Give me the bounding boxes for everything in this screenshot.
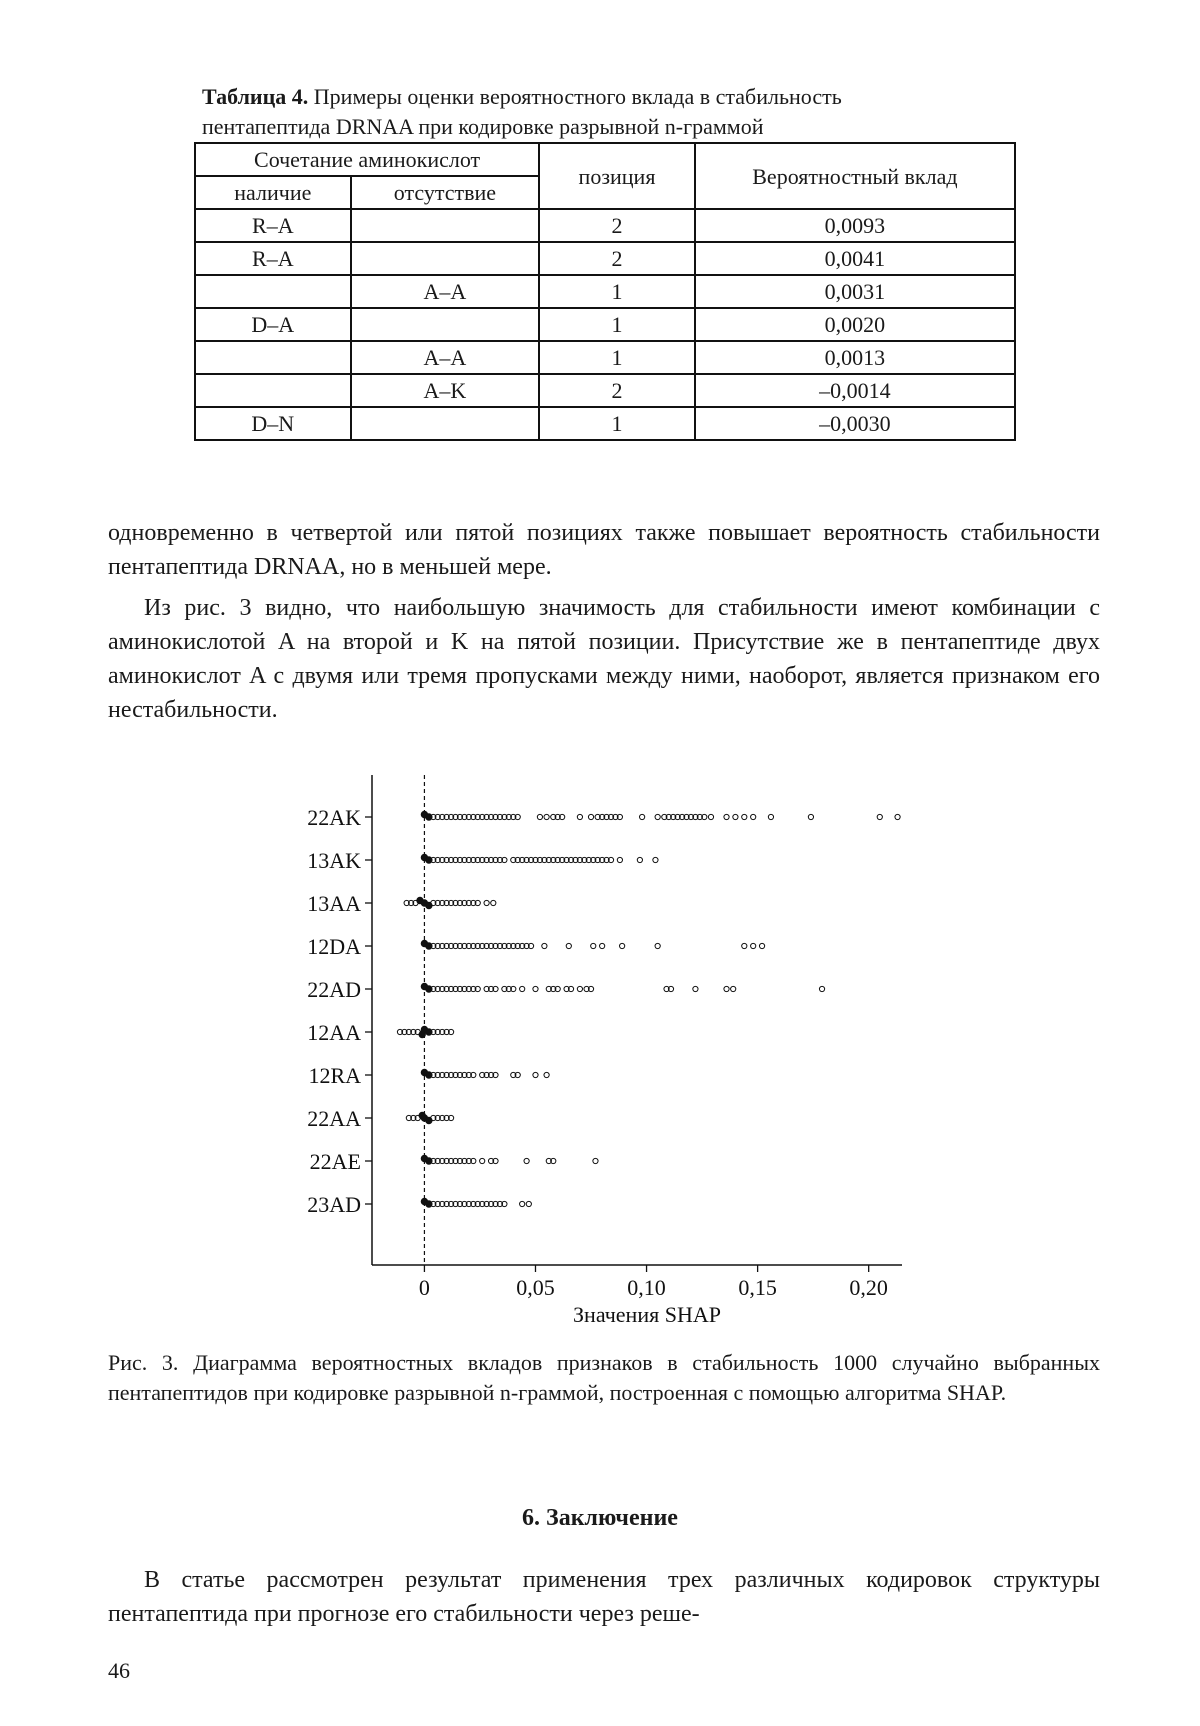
x-tick-label: 0,20	[849, 1275, 888, 1300]
table-row	[195, 407, 1015, 440]
cell-presence	[195, 341, 351, 374]
header-position: позиция	[539, 143, 695, 209]
data-point	[542, 943, 547, 948]
data-point	[620, 943, 625, 948]
data-point	[524, 1158, 529, 1163]
cell-position: 2	[539, 242, 695, 275]
cell-presence: D–A	[195, 308, 351, 341]
cell-contribution: –0,0030	[695, 407, 1015, 440]
cell-presence	[195, 374, 351, 407]
data-point	[520, 986, 525, 991]
y-tick-label: 13AA	[307, 891, 361, 916]
data-point	[491, 900, 496, 905]
cell-position: 1	[539, 308, 695, 341]
cell-contribution: 0,0013	[695, 341, 1015, 374]
y-tick-label: 12RA	[308, 1063, 361, 1088]
x-tick-label: 0,05	[516, 1275, 555, 1300]
cell-position: 2	[539, 209, 695, 242]
table-caption	[202, 82, 1022, 142]
data-point	[520, 1201, 525, 1206]
table-label: Таблица 4.	[202, 84, 309, 109]
table-row	[195, 341, 1015, 374]
data-point	[742, 943, 747, 948]
table-row	[195, 308, 1015, 341]
cell-absence	[351, 308, 540, 341]
table-row	[195, 374, 1015, 407]
data-point	[637, 857, 642, 862]
cell-contribution: 0,0031	[695, 275, 1015, 308]
y-tick-label: 12AA	[307, 1020, 361, 1045]
cell-presence: D–N	[195, 407, 351, 440]
data-point	[640, 814, 645, 819]
data-point	[566, 943, 571, 948]
data-point	[751, 943, 756, 948]
data-point	[768, 814, 773, 819]
x-tick-label: 0,10	[627, 1275, 666, 1300]
y-tick-label: 22AK	[307, 805, 361, 830]
paragraph-fig-discussion: Из рис. 3 видно, что наибольшую значимость для стабильности имеют комбинации с аминокислотой A на второй и K на пятой позиции. Присутствие же в пентапептиде двух аминокислот A с двумя или тремя пропусками между ними, наоборот, является признаком его нестабильности.	[108, 595, 1101, 723]
x-axis-label: Значения SHAP	[573, 1302, 721, 1327]
paragraph-continuation: одновременно в четвертой или пятой позициях также повышает вероятность стабильности пентапептида DRNAA, но в меньшей мере.	[108, 520, 1100, 580]
y-tick-label: 23AD	[307, 1192, 361, 1217]
cell-absence: A–A	[351, 275, 540, 308]
results-table	[194, 142, 1016, 441]
data-point	[544, 814, 549, 819]
header-absence: отсутствие	[351, 176, 540, 209]
data-point	[819, 986, 824, 991]
shap-figure	[290, 775, 910, 1335]
data-point	[591, 943, 596, 948]
y-tick-label: 22AA	[307, 1106, 361, 1131]
data-point	[708, 814, 713, 819]
cell-absence	[351, 209, 540, 242]
data-point	[655, 943, 660, 948]
shap-chart	[290, 775, 910, 1335]
table-caption-line1: Примеры оценки вероятностного вклада в стабильность	[313, 84, 842, 109]
y-tick-label: 22AE	[309, 1149, 361, 1174]
y-tick-label: 13AK	[307, 848, 361, 873]
data-point	[480, 1158, 485, 1163]
cell-presence: R–A	[195, 242, 351, 275]
data-point	[693, 986, 698, 991]
table-caption-line2: пентапептида DRNAA при кодировке разрывной n-граммой	[202, 114, 764, 139]
table-row	[195, 275, 1015, 308]
header-contribution: Вероятностный вклад	[695, 143, 1015, 209]
table-body	[195, 209, 1015, 440]
data-point	[731, 986, 736, 991]
cell-presence: R–A	[195, 209, 351, 242]
data-point	[724, 814, 729, 819]
cell-position: 1	[539, 275, 695, 308]
data-point	[484, 900, 489, 905]
cell-absence	[351, 407, 540, 440]
header-group: Сочетание аминокислот	[195, 143, 539, 176]
data-point	[617, 857, 622, 862]
cell-position: 2	[539, 374, 695, 407]
y-tick-label: 22AD	[307, 977, 361, 1002]
data-point	[751, 814, 756, 819]
cell-absence	[351, 242, 540, 275]
section-title: 6. Заключение	[522, 1505, 678, 1531]
cell-absence: A–A	[351, 341, 540, 374]
data-point	[593, 1158, 598, 1163]
page-number: 46	[108, 1658, 130, 1683]
data-point	[533, 986, 538, 991]
y-tick-label: 12DA	[307, 934, 361, 959]
data-point	[759, 943, 764, 948]
data-point	[724, 986, 729, 991]
x-tick-label: 0,15	[738, 1275, 777, 1300]
data-point	[526, 1201, 531, 1206]
data-point	[877, 814, 882, 819]
cell-contribution: –0,0014	[695, 374, 1015, 407]
figure-caption: Рис. 3. Диаграмма вероятностных вкладов признаков в стабильность 1000 случайно выбранных пентапептидов при кодировке разрывной n-граммой, построенная с помощью алгоритма SHAP.	[108, 1350, 1100, 1405]
cell-position: 1	[539, 341, 695, 374]
data-point	[808, 814, 813, 819]
table-row	[195, 209, 1015, 242]
cell-contribution: 0,0041	[695, 242, 1015, 275]
x-tick-label: 0	[418, 1275, 430, 1300]
data-point	[577, 814, 582, 819]
data-point	[742, 814, 747, 819]
data-point	[537, 814, 542, 819]
cell-presence	[195, 275, 351, 308]
header-presence: наличие	[195, 176, 351, 209]
cell-absence: A–K	[351, 374, 540, 407]
data-point	[655, 814, 660, 819]
data-point	[544, 1072, 549, 1077]
data-point	[533, 1072, 538, 1077]
data-point	[653, 857, 658, 862]
paragraph-conclusion: В статье рассмотрен результат применения трех различных кодировок структуры пентапептида при прогнозе его стабильности через реше-	[108, 1567, 1100, 1627]
cell-contribution: 0,0020	[695, 308, 1015, 341]
cell-contribution: 0,0093	[695, 209, 1015, 242]
data-point	[600, 943, 605, 948]
data-point	[588, 814, 593, 819]
table-row	[195, 242, 1015, 275]
data-point	[577, 986, 582, 991]
data-point	[733, 814, 738, 819]
cell-position: 1	[539, 407, 695, 440]
data-point	[895, 814, 900, 819]
